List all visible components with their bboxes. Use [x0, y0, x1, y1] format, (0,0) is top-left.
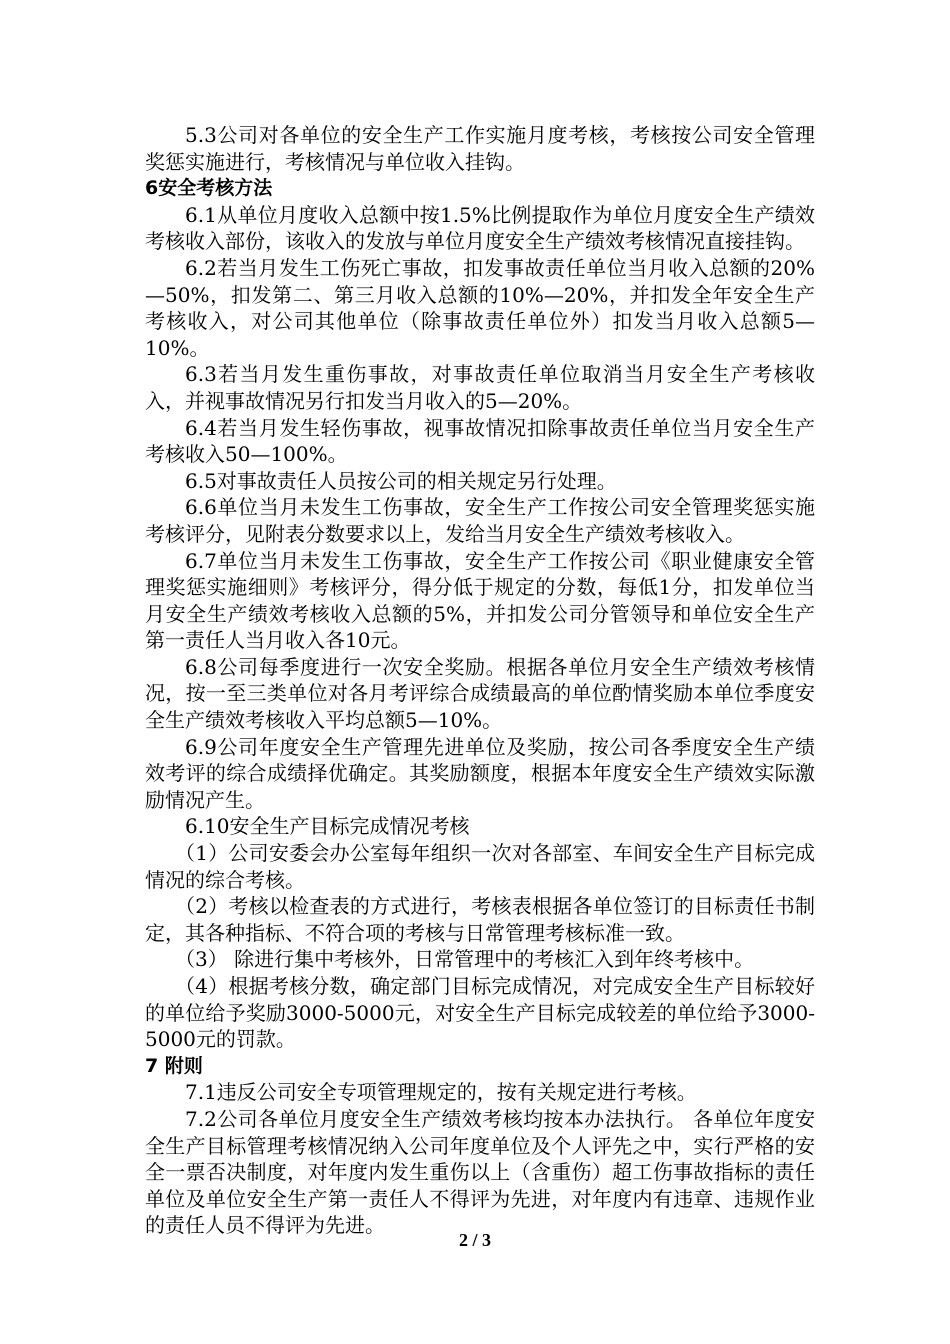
- paragraph-7-2: 7.2公司各单位月度安全生产绩效考核均按本办法执行。 各单位年度安全生产目标管理考核情况纳入公司年度单位及个人评先之中，实行严格的安全一票否决制度，对年度内发生重伤以上（含重伤）超工伤事故指标的责任单位及单位安全生产第一责任人不得评为先进，对年度内有违章、违规作业的责任人员不得评为先进。: [145, 1106, 815, 1238]
- paragraph-6-4: 6.4若当月发生轻伤事故，视事故情况扣除事故责任单位当月安全生产考核收入50—100%。: [145, 415, 815, 467]
- paragraph-6-8: 6.8公司每季度进行一次安全奖励。根据各单位月安全生产绩效考核情况，按一至三类单位对各月考评综合成绩最高的单位酌情奖励本单位季度安全生产绩效考核收入平均总额5—10%。: [145, 654, 815, 733]
- list-item-2: （2）考核以检查表的方式进行，考核表根据各单位签订的目标责任书制定，其各种指标、不符合项的考核与日常管理考核标准一致。: [145, 894, 815, 945]
- document-body: [145, 122, 815, 1239]
- paragraph-6-2: 6.2若当月发生工伤死亡事故，扣发事故责任单位当月收入总额的20%—50%，扣发第二、第三月收入总额的10%—20%，并扣发全年安全生产考核收入，对公司其他单位（除事故责任单位外）扣发当月收入总额5—10%。: [145, 255, 815, 360]
- list-item-3: （3） 除进行集中考核外，日常管理中的考核汇入到年终考核中。: [175, 947, 755, 972]
- paragraph-6-5: 6.5对事故责任人员按公司的相关规定另行处理。: [185, 468, 617, 493]
- paragraph-5-3: 5.3公司对各单位的安全生产工作实施月度考核，考核按公司安全管理奖惩实施进行，考核情况与单位收入挂钩。: [145, 123, 815, 174]
- paragraph-6-6: 6.6单位当月未发生工伤事故，安全生产工作按公司安全管理奖惩实施考核评分，见附表分数要求以上，发给当月安全生产绩效考核收入。: [145, 495, 815, 546]
- paragraph-6-7: 6.7单位当月未发生工伤事故，安全生产工作按公司《职业健康安全管理奖惩实施细则》考核评分，得分低于规定的分数，每低1分，扣发单位当月安全生产绩效考核收入总额的5%，并扣发公司分管领导和单位安全生产第一责任人当月收入各10元。: [145, 548, 815, 653]
- paragraph-6-1: 6.1从单位月度收入总额中按1.5%比例提取作为单位月度安全生产绩效考核收入部份，该收入的发放与单位月度安全生产绩效考核情况直接挂钩。: [145, 202, 815, 254]
- paragraph-6-9: 6.9公司年度安全生产管理先进单位及奖励，按公司各季度安全生产绩效考评的综合成绩择优确定。其奖励额度，根据本年度安全生产绩效实际激励情况产生。: [145, 734, 815, 812]
- list-item-4: （4）根据考核分数，确定部门目标完成情况，对完成安全生产目标较好的单位给予奖励3000-5000元，对安全生产目标完成较差的单位给予3000-5000元的罚款。: [145, 974, 815, 1052]
- section-heading-7: 7 附则: [145, 1054, 203, 1077]
- section-heading-6: 6安全考核方法: [145, 177, 273, 200]
- list-item-1: （1）公司安委会办公室每年组织一次对各部室、车间安全生产目标完成情况的综合考核。: [145, 841, 815, 892]
- paragraph-6-10: 6.10安全生产目标完成情况考核: [185, 814, 470, 839]
- paragraph-6-3: 6.3若当月发生重伤事故，对事故责任单位取消当月安全生产考核收入，并视事故情况另行扣发当月收入的5—20%。: [145, 362, 815, 413]
- page-number: 2 / 3: [458, 1230, 491, 1250]
- paragraph-7-1: 7.1违反公司安全专项管理规定的，按有关规定进行考核。: [185, 1080, 697, 1105]
